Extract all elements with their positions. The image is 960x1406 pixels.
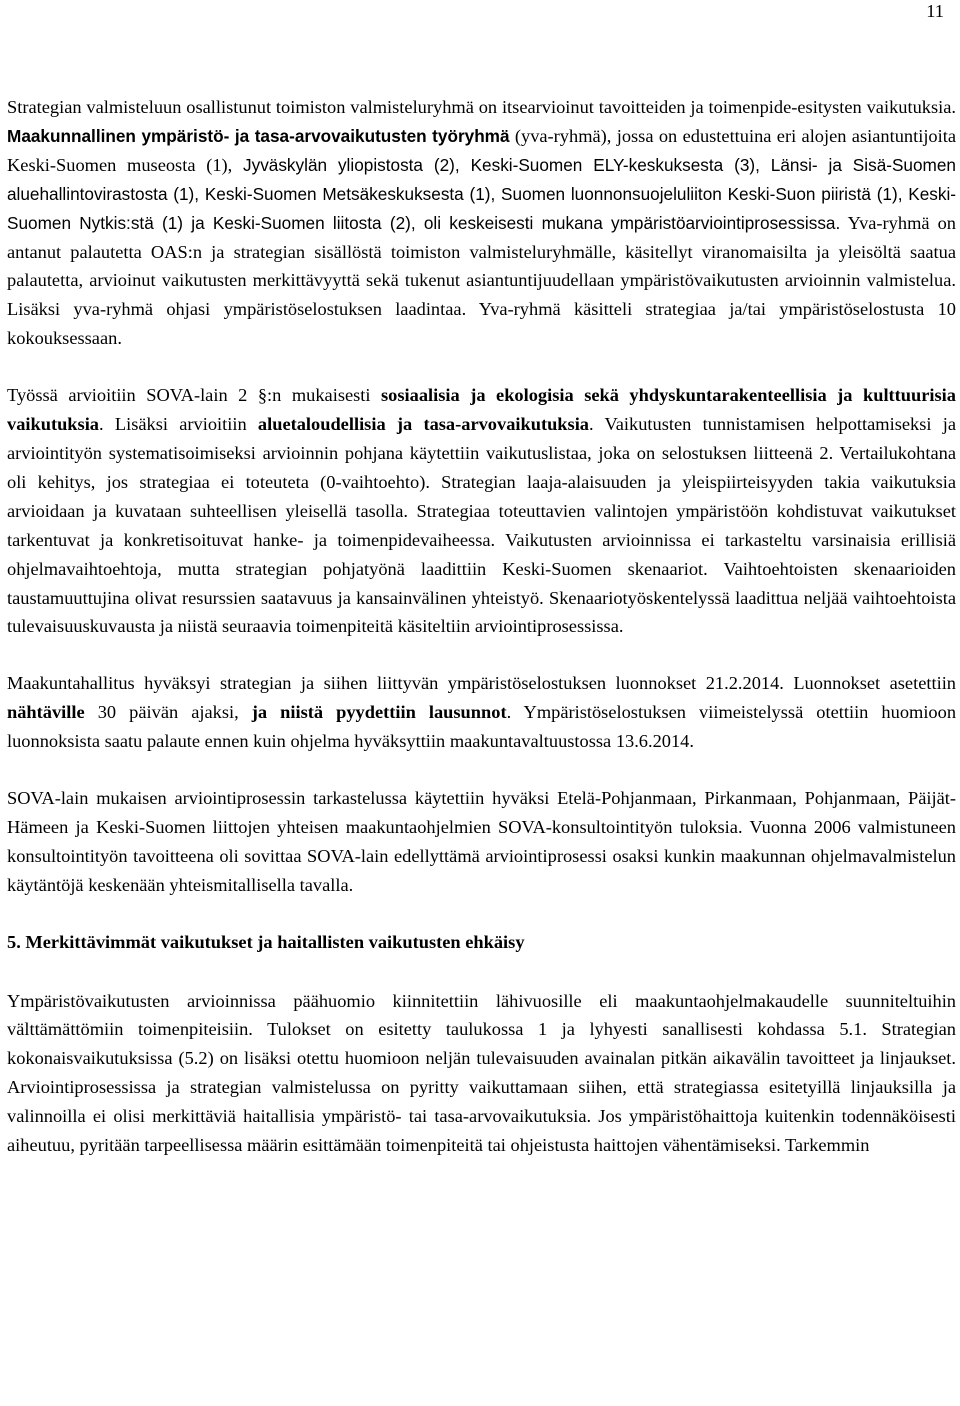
page-number: 11 [926, 1, 944, 21]
paragraph-text: . Ympäristöselostuksen viimeistelyssä otettiin huomioon luonnoksista saatu palaute ennen kuin ohjelma hyväksyttiin maakuntavaltuustossa 13.6.2014. [7, 702, 957, 752]
paragraph-main-impacts [7, 987, 956, 1160]
paragraph-text: 30 päivän ajaksi, [84, 702, 252, 723]
paragraph-text: . Lisäksi arvioitiin [99, 414, 258, 435]
paragraph-text: Yva-ryhmä on antanut palautetta OAS:n ja strategian sisällöstä toimiston valmisteluryhmälle, käsitellyt viranomaisilta ja yleisöltä saatua palautetta, arvioinut vaikutusten merkittävyyttä sekä tukenut asiantuntijuudellaan ympäristövaikutusten arvioinnin valmistelua. Lisäksi yva-ryhmä ohjasi ympäristöselostuksen laadintaa. Yva-ryhmä käsitteli strategiaa ja/tai ympäristöselostusta 10 kokouksessaan. [7, 212, 956, 349]
paragraph-text-sans: Jyväskylän yliopistosta (2), Keski-Suomen ELY-keskuksesta (3), Länsi- ja Sisä-Suomen aluehallintovirastosta (1), Keski-Suomen Metsäkeskuksesta (1), Suomen luonnonsuojeluliiton Keski-Suon piiristä (1), Keski-Suomen Nytkis:stä (1) ja Keski-Suomen liitosta (2), oli keskeisesti mukana ympäristöarviointiprosessissa. [7, 154, 956, 233]
paragraph-text: Strategian valmisteluun osallistunut toimiston valmisteluryhmä on itsearvioinut tavoitteiden ja toimenpide-esitysten vaikutuksia. [7, 97, 956, 117]
document-body [7, 93, 956, 1160]
paragraph-text: (yva-ryhmä), jossa on edustettuina eri alojen asiantuntijoita Keski-Suomen museosta (1), [7, 125, 957, 175]
bold-term-impacts: sosiaalisia ja ekologisia sekä yhdyskuntarakenteellisia ja kulttuurisia vaikutuksia [7, 385, 956, 435]
paragraph-working-group [7, 93, 956, 353]
paragraph-text: Maakuntahallitus hyväksyi strategian ja siihen liittyvän ympäristöselostuksen luonnokset 21.2.2014. Luonnokset asetettiin [7, 673, 956, 694]
bold-term-yva-group: Maakunnallinen ympäristö- ja tasa-arvovaikutusten työryhmä [7, 125, 510, 146]
bold-term-on-display: nähtäville [7, 702, 85, 723]
paragraph-approval [7, 669, 956, 756]
bold-term-statements: ja niistä pyydettiin lausunnot [251, 702, 507, 723]
section-heading: 5. Merkittävimmät vaikutukset ja haitallisten vaikutusten ehkäisy [7, 931, 525, 952]
paragraph-assessment-scope [7, 381, 956, 641]
bold-term-regional-economy: aluetaloudellisia ja tasa-arvovaikutuksia [257, 414, 590, 435]
paragraph-text: Ympäristövaikutusten arvioinnissa päähuomio kiinnitettiin lähivuosille eli maakuntaohjelmakaudelle suunniteltuihin välttämättömiin toimenpiteisiin. Tulokset on esitetty taulukossa 1 ja lyhyesti sanallisesti kohdassa 5.1. Strategian kokonaisvaikutuksissa (5.2) on lisäksi otettu huomioon neljän tulevaisuuden avainalan pitkän aikavälin tavoitteet ja linjaukset. Arviointiprosessissa ja strategian valmistelussa on pyritty vaikuttamaan siihen, että strategiassa esitetyillä linjauksilla ja valinnoilla ei olisi merkittäviä haitallisia ympäristö- tai tasa-arvovaikutuksia. Jos ympäristöhaittoja kuitenkin todennäköisesti aiheutuu, pyritään tarpeellisessa määrin esittämään toimenpiteitä tai ohjeistusta haittojen vähentämiseksi. Tarkemmin [7, 990, 956, 1156]
paragraph-text: . Vaikutusten tunnistamisen helpottamiseksi ja arviointityön systematisoimiseksi arvioinnin pohjana käytettiin vaikutuslistaa, joka on selostuksen liitteenä 2. Vertailukohtana oli kehitys, jos strategiaa ei toteuteta (0-vaihtoehto). Strategian laaja-alaisuuden ja yleispiirteisyyden takia vaikutuksia arvioidaan ja kuvataan suhteellisen yleisellä tasolla. Strategiaa toteuttavien valintojen ympäristöön kohdistuvat vaikutukset tarkentuvat ja konkretisoituvat hanke- ja toimenpidevaiheessa. Vaikutusten arvioinnissa ei tarkasteltu varsinaisia erillisiä ohjelmavaihtoehtoja, mutta strategian pohjatyönä laadittiin Keski-Suomen skenaariot. Vaihtoehtoisten skenaarioiden taustamuuttujina olivat resurssien saatavuus ja kansainvälinen yhteistyö. Skenaariotyöskentelyssä laadittua neljää vaihtoehtoista tulevaisuuskuvausta ja niistä seuraavia toimenpiteitä käsiteltiin arviointiprosessissa. [7, 414, 956, 637]
paragraph-text: Työssä arvioitiin SOVA-lain 2 §:n mukaisesti [7, 385, 382, 406]
paragraph-sova-consulting [7, 784, 956, 900]
paragraph-text: SOVA-lain mukaisen arviointiprosessin tarkastelussa käytettiin hyväksi Etelä-Pohjanmaan, Pirkanmaan, Pohjanmaan, Päijät-Hämeen ja Keski-Suomen liittojen yhteisen maakuntaohjelmien SOVA-konsultointityön tuloksia. Vuonna 2006 valmistuneen konsultointityön tavoitteena oli sovittaa SOVA-lain edellyttämä arviointiprosessi osaksi kunkin maakunnan ohjelmavalmistelun käytäntöjä keskenään yhteismitallisella tavalla. [7, 788, 956, 895]
